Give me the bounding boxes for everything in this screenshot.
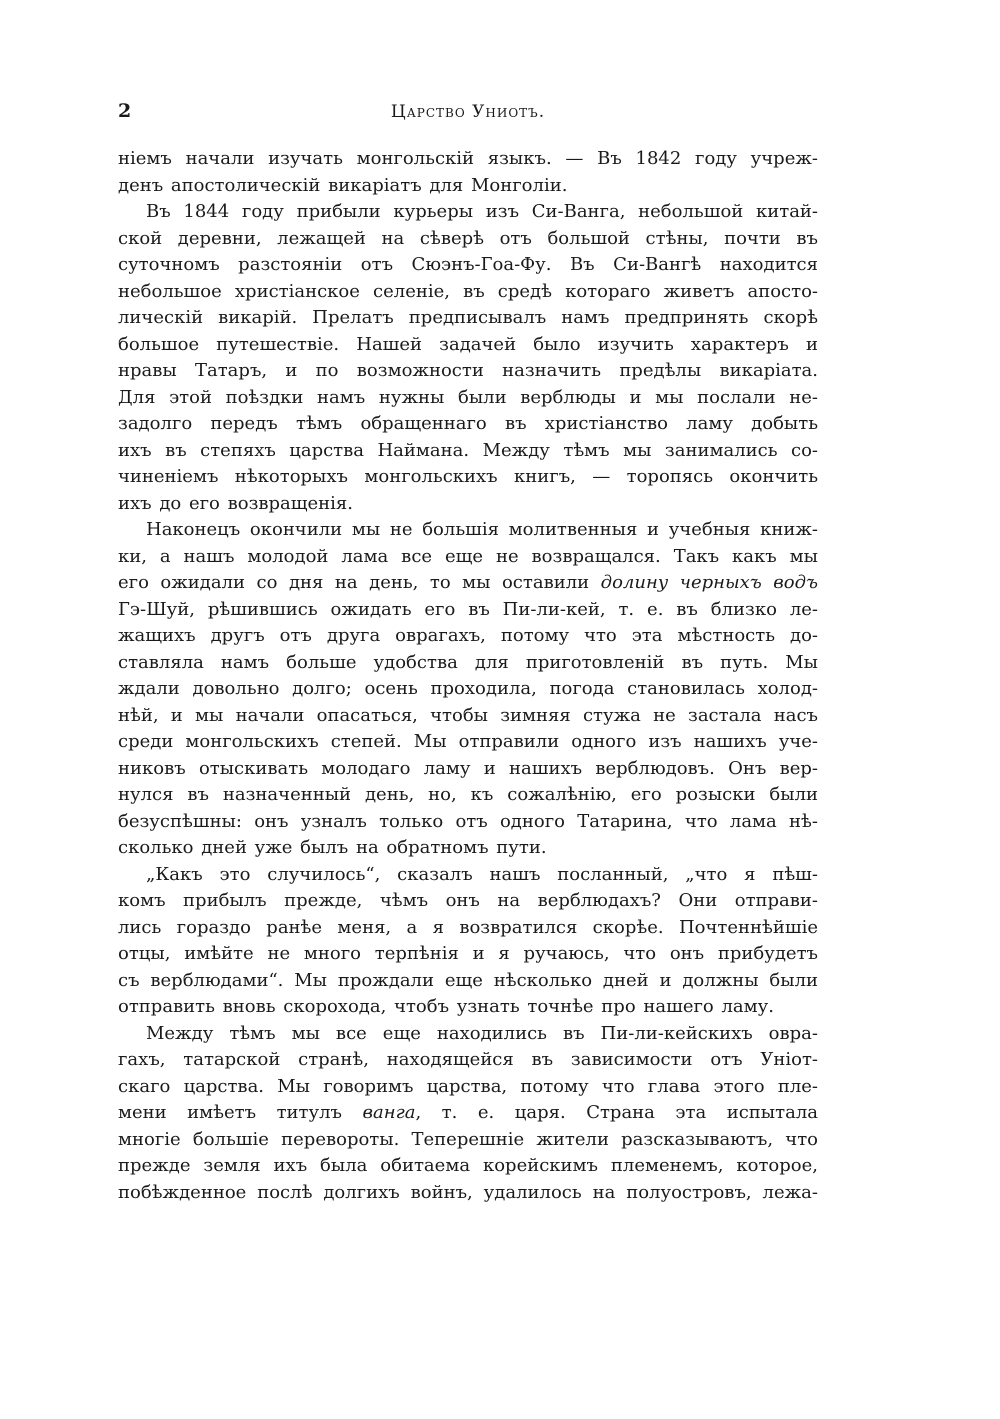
text-line: Между тѣмъ мы все еще находились въ Пи-ли-кейскихъ овра- xyxy=(146,1022,818,1044)
text-line: комъ прибылъ прежде, чѣмъ онъ на верблюдахъ? Они отправи- xyxy=(118,890,818,911)
text-line: безуспѣшны: онъ узналъ только отъ одного Татарина, что лама нѣ- xyxy=(118,810,818,832)
text-segment: , т. е. царя. Страна эта испытала xyxy=(415,1102,818,1123)
text-line: сколько дней уже былъ на обратномъ пути. xyxy=(118,837,547,858)
text-line: нравы Татаръ, и по возможности назначить предѣлы викаріата. xyxy=(118,360,818,381)
text-line: прежде земля ихъ была обитаема корейскимъ племенемъ, которое, xyxy=(118,1155,818,1176)
text-line: ихъ до его возвращенія. xyxy=(118,492,353,514)
paragraph xyxy=(118,146,818,199)
text-line: ніемъ начали изучать монгольскій языкъ. — Въ 1842 году учреж- xyxy=(118,148,818,169)
text-line: съ верблюдами“. Мы прождали еще нѣсколько дней и должны были xyxy=(118,969,818,991)
text-line: суточномъ разстояніи отъ Сюэнъ-Гоа-Фу. Въ Си-Вангѣ находится xyxy=(118,254,818,275)
text-line: „Какъ это случилось“, сказалъ нашъ посланный, „что я пѣш- xyxy=(146,863,818,885)
text-line xyxy=(118,1100,818,1127)
text-line: нѣй, и мы начали опасаться, чтобы зимняя стужа не застала насъ xyxy=(118,704,818,726)
text-line: гахъ, татарской странѣ, находящейся въ зависимости отъ Уніот- xyxy=(118,1049,818,1070)
book-page xyxy=(118,98,818,1206)
text-line: отправить вновь скорохода, чтобъ узнать точнѣе про нашего ламу. xyxy=(118,996,774,1017)
text-line: нулся въ назначенный день, но, къ сожалѣнію, его розыски были xyxy=(118,784,818,805)
running-head xyxy=(118,98,818,132)
paragraph xyxy=(118,1021,818,1207)
text-line: Въ 1844 году прибыли курьеры изъ Си-Ванга, небольшой китай- xyxy=(146,201,818,222)
body-text xyxy=(118,146,818,1206)
text-line: ской деревни, лежащей на сѣверѣ отъ большой стѣны, почти въ xyxy=(118,227,818,249)
text-line: среди монгольскихъ степей. Мы отправили одного изъ нашихъ уче- xyxy=(118,731,818,752)
text-line: чиненіемъ нѣкоторыхъ монгольскихъ книгъ, — торопясь окончить xyxy=(118,466,818,487)
italic-word: ванга xyxy=(362,1102,416,1123)
paragraph xyxy=(118,862,818,1021)
text-line: ки, а нашъ молодой лама все еще не возвращался. Такъ какъ мы xyxy=(118,545,818,567)
text-line: ждали довольно долго; осень проходила, погода становилась холод- xyxy=(118,678,818,699)
text-line: ихъ въ степяхъ царства Наймана. Между тѣмъ мы занимались со- xyxy=(118,439,818,461)
page-number: 2 xyxy=(118,100,132,122)
text-segment: мени имѣетъ титулъ xyxy=(118,1102,342,1123)
text-line: задолго передъ тѣмъ обращеннаго въ христіанство ламу добыть xyxy=(118,413,818,434)
text-line: жащихъ другъ отъ друга оврагахъ, потому что эта мѣстность до- xyxy=(118,625,818,646)
text-line xyxy=(118,570,818,597)
text-line: большое путешествіе. Нашей задачей было изучить характеръ и xyxy=(118,333,818,355)
paragraph xyxy=(118,199,818,517)
running-title: Царство Униотъ. xyxy=(390,102,546,122)
text-line: лическій викарій. Прелатъ предписывалъ намъ предпринять скорѣ xyxy=(118,307,818,328)
paragraph xyxy=(118,517,818,862)
text-line: Для этой поѣздки намъ нужны были верблюды и мы послали не- xyxy=(118,386,818,408)
text-line: Наконецъ окончили мы не большія молитвенныя и учебныя книж- xyxy=(146,519,818,540)
text-line: многіе большіе перевороты. Теперешніе жители разсказываютъ, что xyxy=(118,1128,818,1150)
text-line: ставляла намъ больше удобства для приготовленій въ путь. Мы xyxy=(118,651,818,673)
text-line: лись гораздо ранѣе меня, а я возвратился скорѣе. Почтеннѣйшіе xyxy=(118,916,818,938)
italic-phrase: долину черныхъ водъ xyxy=(600,572,818,593)
text-segment: его ожидали со дня на день, то мы оставили xyxy=(118,572,590,593)
text-line: денъ апостолическій викаріатъ для Монголіи. xyxy=(118,174,568,196)
text-line: скаго царства. Мы говоримъ царства, потому что глава этого пле- xyxy=(118,1075,818,1097)
text-line: небольшое христіанское селеніе, въ средѣ котораго живетъ апосто- xyxy=(118,280,818,302)
text-line: отцы, имѣйте не много терпѣнія и я ручаюсь, что онъ прибудетъ xyxy=(118,943,818,964)
text-line: побѣжденное послѣ долгихъ войнъ, удалилось на полуостровъ, лежа- xyxy=(118,1181,818,1203)
text-line: никовъ отыскивать молодаго ламу и нашихъ верблюдовъ. Онъ вер- xyxy=(118,757,818,779)
text-line: Гэ-Шуй, рѣшившись ожидать его въ Пи-ли-кей, т. е. въ близко ле- xyxy=(118,598,818,620)
